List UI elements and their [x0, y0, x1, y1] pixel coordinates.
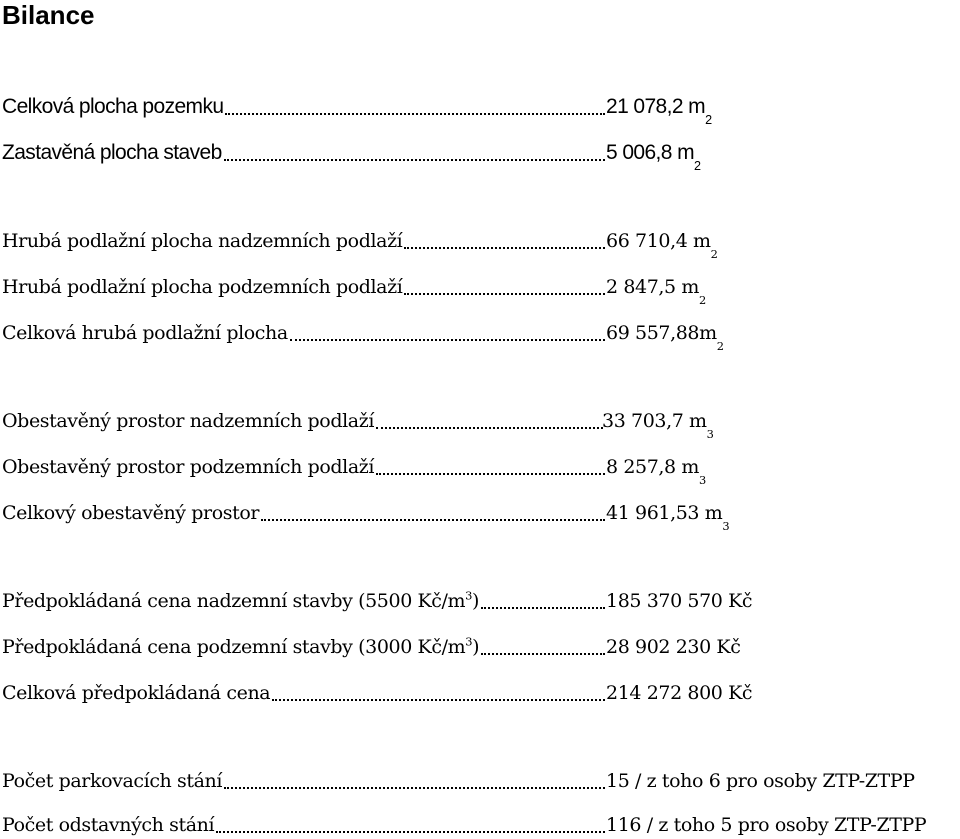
- dot-leader: [376, 473, 605, 475]
- dot-leader: [290, 339, 605, 341]
- row-label: Zastavěná plocha staveb: [2, 141, 222, 164]
- row-label: Předpokládaná cena podzemní stavby (3000 $Kč/m^3$): [2, 634, 480, 658]
- row-value-wrap: [606, 676, 752, 706]
- dot-leader: [225, 113, 605, 115]
- row-label: Celková plocha pozemku: [2, 95, 224, 118]
- balance-row: [2, 270, 608, 300]
- row-value: 66 710,4 m: [606, 230, 711, 252]
- row-value: 116 / z toho 5 pro osoby ZTP-ZTPP: [606, 814, 927, 836]
- row-value-wrap: [606, 584, 752, 614]
- balance-row: [2, 316, 608, 346]
- row-label: Celková hrubá podlažní plocha: [2, 322, 288, 344]
- row-value: 185 370 570 Kč: [606, 590, 753, 612]
- dot-leader: [404, 293, 605, 295]
- row-value: 33 703,7 m: [602, 410, 707, 432]
- row-value: 2 847,5 m: [606, 276, 699, 298]
- balance-row: [2, 630, 608, 660]
- label-exponent: 3: [465, 588, 473, 603]
- row-value: 15 / z toho 6 pro osoby ZTP-ZTPP: [606, 770, 915, 792]
- dot-leader: [224, 159, 605, 161]
- dot-leader: [272, 699, 605, 701]
- row-value-wrap: 41 961,53 m 3: [606, 502, 730, 533]
- row-label: Počet odstavných stání: [2, 814, 215, 836]
- row-label: Obestavěný prostor podzemních podlaží: [2, 456, 375, 478]
- row-label: Hrubá podlažní plocha podzemních podlaží: [2, 276, 403, 298]
- row-label: Celkový obestavěný prostor: [2, 502, 260, 524]
- row-value: 5 006,8 m: [606, 141, 694, 164]
- dot-leader: [481, 607, 605, 609]
- row-label: Předpokládaná cena nadzemní stavby (5500 $Kč/m^3$): [2, 588, 480, 612]
- balance-row: [2, 90, 608, 120]
- row-value-wrap: 33 703,7 m 3: [602, 410, 714, 441]
- row-value: 21 078,2 m: [606, 95, 706, 118]
- balance-row: [2, 404, 606, 434]
- label-exponent: 3: [465, 634, 473, 649]
- row-label: Celková předpokládaná cena: [2, 682, 271, 704]
- page-title: Bilance: [2, 0, 95, 30]
- row-label: Počet parkovacích stání: [2, 770, 223, 792]
- balance-row: [2, 584, 608, 614]
- row-value: 8 257,8 m: [606, 456, 699, 478]
- dot-leader: [261, 519, 605, 521]
- balance-row: [2, 496, 608, 526]
- row-value-wrap: 69 557,88m 2: [606, 322, 724, 353]
- row-value-wrap: [606, 764, 915, 794]
- row-value: 69 557,88m: [606, 322, 717, 344]
- balance-row: [2, 676, 608, 706]
- row-value-wrap: 5 006,8 m 2: [606, 141, 701, 173]
- row-value-wrap: 66 710,4 m 2: [606, 230, 718, 261]
- dot-leader: [404, 247, 605, 249]
- row-value: 214 272 800 Kč: [606, 682, 753, 704]
- row-value-wrap: 21 078,2 m 2: [606, 95, 712, 127]
- row-value: 28 902 230 Kč: [606, 636, 741, 658]
- dot-leader: [216, 831, 605, 833]
- dot-leader: [224, 787, 605, 789]
- dot-leader: [481, 653, 605, 655]
- row-value-wrap: [606, 630, 740, 660]
- balance-row: [2, 224, 608, 254]
- balance-row: [2, 136, 608, 166]
- balance-row: [2, 764, 608, 794]
- row-value: 41 961,53 m: [606, 502, 723, 524]
- dot-leader: [376, 427, 603, 429]
- row-label: Obestavěný prostor nadzemních podlaží: [2, 410, 375, 432]
- row-value-wrap: 2 847,5 m 2: [606, 276, 706, 307]
- row-label: Hrubá podlažní plocha nadzemních podlaží: [2, 230, 403, 252]
- row-value-wrap: [606, 808, 926, 838]
- row-value-wrap: 8 257,8 m 3: [606, 456, 706, 487]
- balance-row: [2, 450, 608, 480]
- balance-row: [2, 808, 608, 838]
